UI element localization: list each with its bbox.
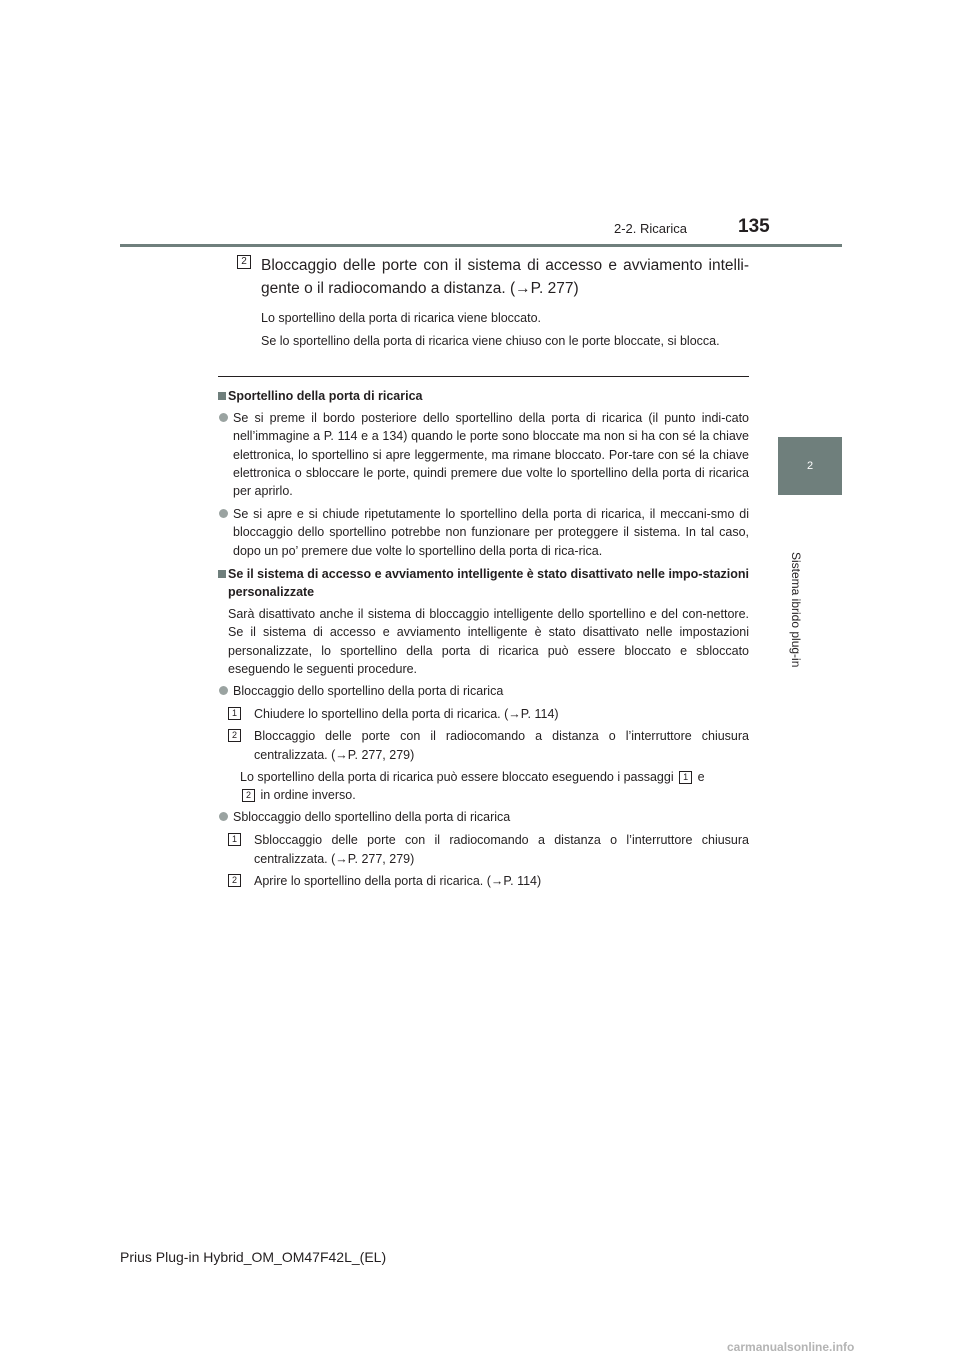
step-note: Se lo sportellino della porta di ricarica viene chiuso con le porte bloccate, si blocca. [261, 334, 720, 348]
note-heading: Se il sistema di accesso e avviamento intelligente è stato disattivato nelle impo-stazioni personalizzate [218, 565, 749, 601]
notes-section [218, 387, 749, 894]
section-divider [218, 376, 749, 377]
circle-bullet-icon [219, 413, 228, 422]
square-bullet-icon [218, 392, 226, 400]
section-title: 2-2. Ricarica [614, 221, 687, 236]
watermark: carmanualsonline.info [727, 1340, 855, 1354]
step-number-box: 2 [237, 255, 251, 269]
chapter-title: Sistema ibrido plug-in [789, 552, 803, 668]
circle-bullet-icon [219, 686, 228, 695]
header-rule [120, 244, 842, 247]
procedure-step: 1 Chiudere lo sportellino della porta di ricarica. (→P. 114) [218, 705, 749, 723]
chapter-tab: 2 [778, 437, 842, 495]
procedure-note: Lo sportellino della porta di ricarica può essere bloccato eseguendo i passaggi 1 e 2 in ordine inverso. [240, 769, 705, 803]
step-title: Bloccaggio delle porte con il sistema di accesso e avviamento intelli-gente o il radiocomando a distanza. (→P. 277) [261, 257, 749, 297]
list-item: Sbloccaggio dello sportellino della porta di ricarica [218, 808, 749, 826]
procedure-step: 2 Bloccaggio delle porte con il radiocomando a distanza o l’interruttore chiusura centralizzata. (→P. 277, 279) [218, 727, 749, 763]
step-number-box: 2 [228, 874, 241, 887]
list-item: Bloccaggio dello sportellino della porta di ricarica [218, 682, 749, 700]
step-ref-box: 1 [679, 771, 692, 784]
step-note: Lo sportellino della porta di ricarica viene bloccato. [261, 311, 542, 325]
list-item: Se si apre e si chiude ripetutamente lo sportellino della porta di ricarica, il meccani-smo di bloccaggio dello sportellino potrebbe non funzionare per proteggere il sistema. In tal caso, dopo un po’ premere due volte lo sportellino della porta di rica-rica. [218, 505, 749, 560]
procedure-step: 1 Sbloccaggio delle porte con il radiocomando a distanza o l’interruttore chiusura centralizzata. (→P. 277, 279) [218, 831, 749, 867]
square-bullet-icon [218, 570, 226, 578]
step-number-box: 1 [228, 833, 241, 846]
list-item: Se si preme il bordo posteriore dello sportellino della porta di ricarica (il punto indi-cato nell’immagine a P. 114 e a 134) quando le porte sono bloccate ma non si ha con sé la chiave elettronica, lo sportellino si apre leggermente, ma rimane bloccato. Por-tare con sé la chiave elettronica o sbloccare le porte, quindi premere due volte lo sportellino della porta di ricarica per aprirlo. [218, 409, 749, 500]
note-paragraph: Sarà disattivato anche il sistema di bloccaggio intelligente dello sportellino e del con-nettore. Se il sistema di accesso e avviamento intelligente è stato disattivato nelle impostazioni personalizzate, lo sportellino della porta di ricarica può essere bloccato e sbloccato eseguendo le seguenti procedure. [228, 607, 749, 676]
step-number-box: 1 [228, 707, 241, 720]
procedure-step: 2 Aprire lo sportellino della porta di ricarica. (→P. 114) [218, 872, 749, 890]
page-number: 135 [738, 216, 770, 237]
manual-id: Prius Plug-in Hybrid_OM_OM47F42L_(EL) [120, 1249, 387, 1265]
step-ref-box: 2 [242, 789, 255, 802]
main-step [237, 254, 749, 352]
note-heading: Sportellino della porta di ricarica [218, 387, 749, 405]
circle-bullet-icon [219, 509, 228, 518]
step-number-box: 2 [228, 729, 241, 742]
circle-bullet-icon [219, 812, 228, 821]
